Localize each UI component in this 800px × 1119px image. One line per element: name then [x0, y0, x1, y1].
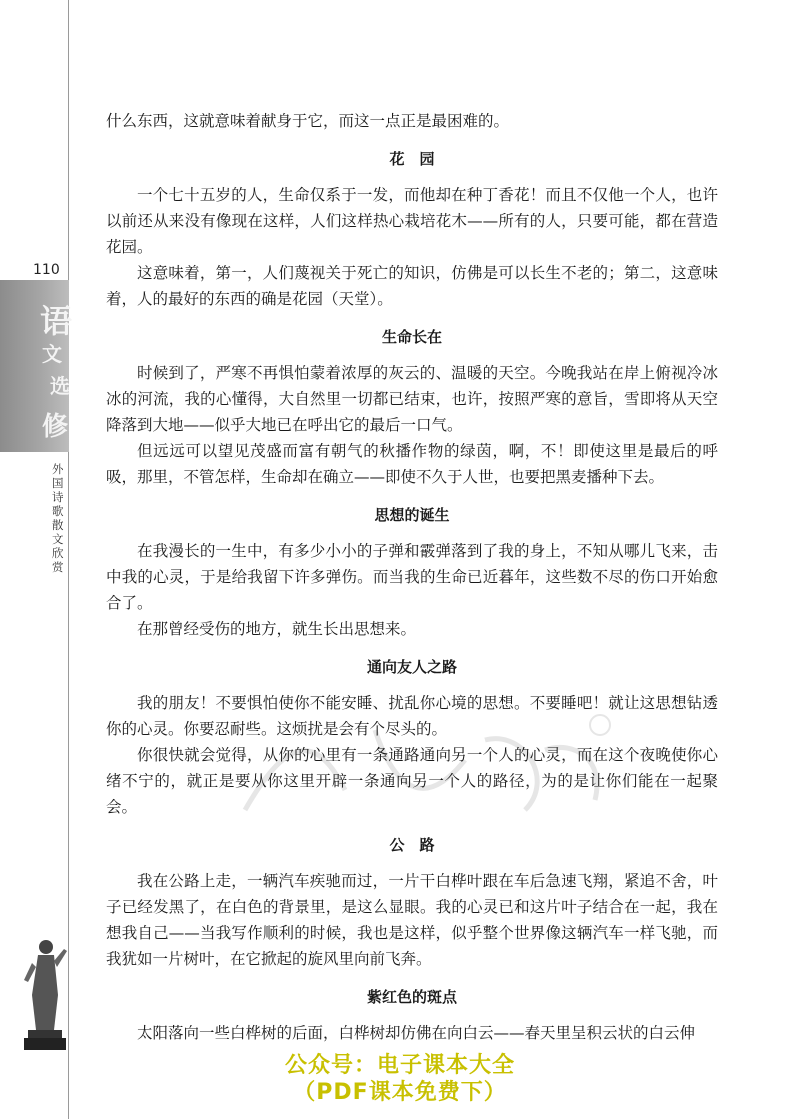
section-heading: 公 路 [389, 836, 435, 854]
section [106, 986, 718, 1046]
page-number: 110 [33, 262, 60, 278]
paragraph: 什么东西，这就意味着献身于它，而这一点正是最困难的。 [106, 112, 510, 130]
paragraph: 时候到了，严寒不再惧怕蒙着浓厚的灰云的、温暖的天空。今晚我站在岸上俯视冷冰冰的河流，我的心懂得，大自然里一切都已结束，也许，按照严寒的意旨，雪即将从天空降落到大地——似乎大地已在呼出它的最后一口气。 [106, 364, 718, 434]
section [106, 834, 718, 972]
paragraph: 你很快就会觉得，从你的心里有一条通路通向另一个人的心灵，而在这个夜晚使你心绪不宁的，就正是要从你这里开辟一条通向另一个人的路径，为的是让你们能在一起聚会。 [106, 746, 718, 816]
section [106, 504, 718, 642]
side-tab-char: 修 [42, 412, 69, 442]
book-title-vertical: 外国诗歌散文欣赏 [52, 462, 64, 574]
section-heading: 花 园 [389, 150, 435, 168]
section [106, 148, 718, 312]
paragraph: 我在公路上走，一辆汽车疾驰而过，一片干白桦叶跟在车后急速飞翔，紧追不舍，叶子已经发黑了，在白色的背景里，是这么显眼。我的心灵已和这片叶子结合在一起，我在想我自己——当我写作顺利的时候，我也是这样，似乎整个世界像这辆汽车一样飞驰，而我犹如一片树叶，在它掀起的旋风里向前飞奔。 [106, 872, 718, 968]
footer-watermark-line2: （PDF课本免费下） [293, 1080, 507, 1105]
section [106, 656, 718, 820]
section-heading: 通向友人之路 [366, 658, 457, 676]
statue-illustration [20, 935, 70, 1055]
section-heading: 生命长在 [381, 328, 442, 346]
paragraph: 但远远可以望见茂盛而富有朝气的秋播作物的绿茵，啊，不！即使这里是最后的呼吸，那里，不管怎样，生命却在确立——即使不久于人世，也要把黑麦播种下去。 [106, 442, 718, 486]
paragraph: 在那曾经受伤的地方，就生长出思想来。 [137, 620, 417, 638]
paragraph: 这意味着，第一，人们蔑视关于死亡的知识，仿佛是可以长生不老的；第二，这意味着，人的最好的东西的确是花园（天堂）。 [106, 264, 718, 308]
paragraph: 太阳落向一些白桦树的后面，白桦树却仿佛在向白云——春天里呈积云状的白云伸 [137, 1024, 696, 1042]
section [106, 108, 718, 134]
side-tab [0, 280, 73, 452]
main-content [106, 108, 718, 1046]
paragraph: 在我漫长的一生中，有多少小小的子弹和霰弹落到了我的身上，不知从哪儿飞来，击中我的心灵，于是给我留下许多弹伤。而当我的生命已近暮年，这些数不尽的伤口开始愈合了。 [106, 542, 718, 612]
section-heading: 紫红色的斑点 [366, 988, 457, 1006]
section [106, 326, 718, 490]
footer-watermark-line1: 公众号：电子课本大全 [284, 1053, 515, 1078]
side-tab-char: 选 [50, 374, 70, 398]
side-tab-char: 文 [42, 342, 62, 366]
paragraph: 我的朋友！不要惧怕使你不能安睡、扰乱你心境的思想。不要睡吧！就让这思想钻透你的心灵。你要忍耐些。这烦扰是会有个尽头的。 [106, 694, 718, 738]
paragraph: 一个七十五岁的人，生命仅系于一发，而他却在种丁香花！而且不仅他一个人，也许以前还从来没有像现在这样，人们这样热心栽培花木——所有的人，只要可能，都在营造花园。 [106, 186, 718, 256]
section-heading: 思想的诞生 [374, 506, 450, 524]
side-tab-char: 语 [40, 302, 73, 340]
